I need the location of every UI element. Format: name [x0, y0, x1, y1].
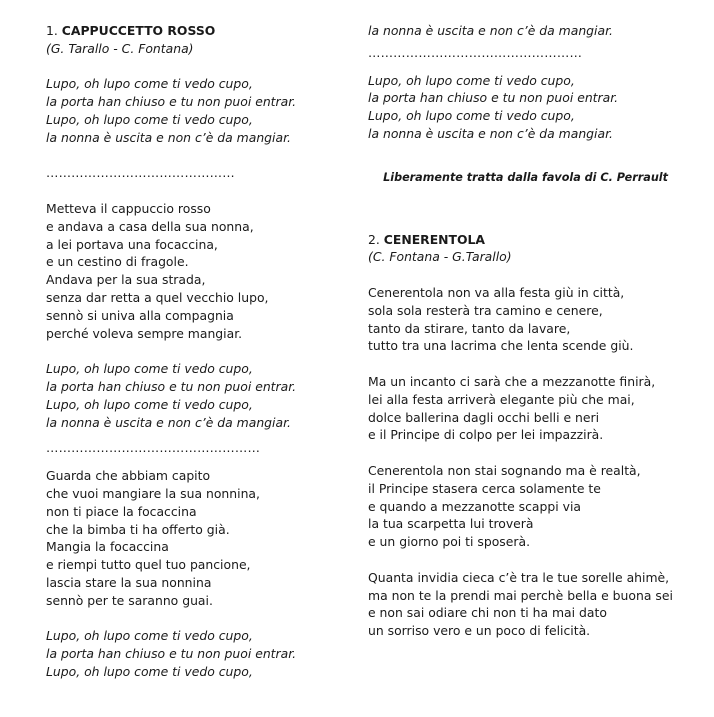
chorus-line: Lupo, oh lupo come ti vedo cupo,: [46, 361, 253, 377]
stanza-line: un sorriso vero e un poco di felicità.: [368, 623, 591, 639]
verse-line: sennò per te saranno guai.: [46, 592, 213, 608]
chorus-line: Lupo, oh lupo come ti vedo cupo,: [46, 76, 253, 92]
song2-number: 2.: [368, 231, 380, 247]
verse-line: e andava a casa della sua nonna,: [46, 218, 254, 234]
stanza-line: lei alla festa arriverà elegante più che mai,: [368, 391, 635, 407]
separator: ………………………………………: [46, 165, 235, 181]
stanza-line: ma non te la prendi mai perchè bella e buona sei: [368, 587, 673, 603]
chorus-line: la porta han chiuso e tu non puoi entrar.: [368, 90, 619, 106]
chorus-line: la nonna è uscita e non c’è da mangiar.: [46, 129, 291, 145]
left-column: [46, 22, 346, 681]
chorus-line: Lupo, oh lupo come ti vedo cupo,: [46, 111, 253, 127]
chorus-line: la nonna è uscita e non c’è da mangiar.: [46, 414, 291, 430]
song1-title: CAPPUCCETTO ROSSO: [61, 23, 216, 38]
right-column: [368, 22, 688, 640]
separator: ……………………………………………: [368, 44, 583, 60]
song1-verse2: [46, 467, 346, 609]
chorus-line: la porta han chiuso e tu non puoi entrar.: [46, 378, 297, 394]
verse-line: Metteva il cappuccio rosso: [46, 200, 211, 216]
song2-title: CENERENTOLA: [383, 231, 486, 247]
verse-line: non ti piace la focaccina: [46, 503, 197, 519]
verse-line: lascia stare la sua nonnina: [46, 574, 212, 590]
song1-number: 1.: [46, 23, 58, 38]
verse-line: sennò si univa alla compagnia: [46, 307, 234, 323]
stanza-line: dolce ballerina dagli occhi belli e neri: [368, 409, 600, 425]
song2-heading: [368, 231, 688, 249]
stanza-line: e non sai odiare chi non ti ha mai dato: [368, 605, 607, 621]
separator: ……………………………………………: [46, 440, 261, 456]
verse-line: a lei portava una focaccina,: [46, 236, 218, 252]
stanza-line: Cenerentola non stai sognando ma è realtà,: [368, 462, 641, 478]
chorus-line: la nonna è uscita e non c’è da mangiar.: [368, 23, 613, 38]
stanza-line: il Principe stasera cerca solamente te: [368, 480, 601, 496]
song1-final-chorus: [46, 627, 346, 680]
chorus-line: la porta han chiuso e tu non puoi entrar.: [46, 646, 297, 662]
stanza-line: e il Principe di colpo per lei impazzirà.: [368, 427, 604, 443]
verse-line: Andava per la sua strada,: [46, 272, 206, 288]
verse-line: Mangia la focaccina: [46, 539, 169, 555]
chorus-line: Lupo, oh lupo come ti vedo cupo,: [368, 108, 575, 124]
song2-stanza: [368, 462, 688, 551]
stanza-line: Quanta invidia cieca c’è tra le tue sorelle ahimè,: [368, 569, 670, 585]
chorus-line: Lupo, oh lupo come ti vedo cupo,: [46, 396, 253, 412]
chorus-line: la nonna è uscita e non c’è da mangiar.: [368, 125, 613, 141]
song1-heading: [46, 22, 346, 40]
song1-credit: Liberamente tratta dalla favola di C. Perrault: [383, 170, 668, 184]
song2-stanza: [368, 373, 688, 444]
verse-line: e un cestino di fragole.: [46, 254, 189, 270]
stanza-line: tanto da stirare, tanto da lavare,: [368, 320, 571, 336]
chorus-line: Lupo, oh lupo come ti vedo cupo,: [46, 628, 253, 644]
song1-chorus-end: [368, 72, 688, 143]
chorus-line: Lupo, oh lupo come ti vedo cupo,: [368, 72, 575, 88]
song2-authors: (C. Fontana - G.Tarallo): [368, 249, 512, 265]
verse-line: perché voleva sempre mangiar.: [46, 325, 243, 341]
song1-chorus-repeat: [46, 360, 346, 431]
verse-line: che vuoi mangiare la sua nonnina,: [46, 485, 260, 501]
stanza-line: tutto tra una lacrima che lenta scende giù.: [368, 338, 634, 354]
stanza-line: Ma un incanto ci sarà che a mezzanotte finirà,: [368, 373, 656, 389]
song1-authors: (G. Tarallo - C. Fontana): [46, 40, 194, 56]
stanza-line: e un giorno poi ti sposerà.: [368, 534, 531, 550]
chorus-line: Lupo, oh lupo come ti vedo cupo,: [46, 663, 253, 679]
song2-stanza: [368, 569, 688, 640]
verse-line: Guarda che abbiam capito: [46, 468, 211, 484]
verse-line: che la bimba ti ha offerto già.: [46, 521, 230, 537]
verse-line: senza dar retta a quel vecchio lupo,: [46, 289, 269, 305]
song1-chorus: [46, 75, 346, 146]
stanza-line: Cenerentola non va alla festa giù in città,: [368, 284, 625, 300]
stanza-line: e quando a mezzanotte scappi via: [368, 498, 581, 514]
song2-stanza: [368, 284, 688, 355]
chorus-line: la porta han chiuso e tu non puoi entrar.: [46, 94, 297, 110]
stanza-line: sola sola resterà tra camino e cenere,: [368, 302, 603, 318]
stanza-line: la tua scarpetta lui troverà: [368, 516, 534, 532]
verse-line: e riempi tutto quel tuo pancione,: [46, 557, 251, 573]
song1-verse1: [46, 200, 346, 342]
